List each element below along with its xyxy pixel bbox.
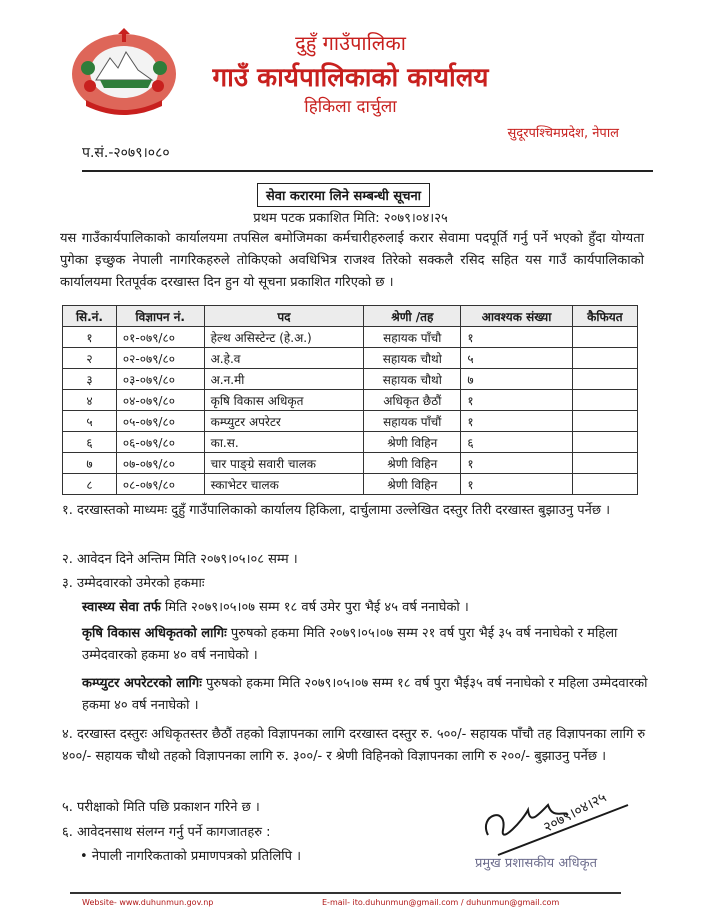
cell-count: १ [461,474,572,495]
province-name: सुदूरपश्चिमप्रदेश, नेपाल [507,126,619,141]
table-row [63,327,638,348]
rule-deadline: २. आवेदन दिने अन्तिम मिति २०७९।०५।०८ सम्म । [62,552,298,567]
cell-level: सहायक चौथो [364,369,461,390]
rule-exam-date: ५. परीक्षाको मिति पछि प्रकाशन गरिने छ । [62,800,260,815]
document-list-item-text: नेपाली नागरिकताको प्रमाणपत्रको प्रतिलिपि । [91,849,302,864]
rule-application-medium: १. दरखास्तको माध्यमः दुहुँ गाउँपालिकाको कार्यालय हिकिला, दार्चुलामा उल्लेखित दस्तुर तिरी दरखास्त बुझाउनु पर्नेछ । [62,503,611,518]
cell-sn: २ [63,348,117,369]
table-row [63,348,638,369]
cell-remarks [572,348,637,369]
rule-age-agri [62,623,666,667]
col-header-remarks: कैफियत [572,306,637,327]
footer-email: E-mail- ito.duhunmun@gmail.com / duhunmun@gmail.com [322,898,560,907]
notice-title: सेवा करारमा लिने सम्बन्धी सूचना [257,183,430,207]
cell-sn: ३ [63,369,117,390]
table-row [63,432,638,453]
cell-post: कृषि विकास अधिकृत [204,390,364,411]
footer-divider [70,892,621,894]
cell-count: १ [461,411,572,432]
cell-count: ६ [461,432,572,453]
signatory-title: प्रमुख प्रशासकीय अधिकृत [475,856,598,871]
cell-remarks [572,390,637,411]
header-divider [82,170,653,172]
vacancy-table [62,305,638,495]
cell-count: ५ [461,348,572,369]
col-header-post: पद [204,306,364,327]
cell-count: १ [461,453,572,474]
table-row [63,390,638,411]
cell-post: अ.न.मी [204,369,364,390]
cell-count: १ [461,327,572,348]
cell-ad-no: ०३-०७९/८० [116,369,204,390]
rule-age-health-text: मिति २०७९।०५।०७ सम्म १८ वर्ष उमेर पुरा भैई ४५ वर्ष ननाघेको । [160,600,469,615]
cell-count: १ [461,390,572,411]
cell-ad-no: ०१-०७९/८० [116,327,204,348]
table-header-row [63,306,638,327]
cell-ad-no: ०५-०७९/८० [116,411,204,432]
cell-post: चार पाङ्ग्रे सवारी चालक [204,453,364,474]
cell-level: सहायक पाँचौ [364,327,461,348]
cell-post: का.स. [204,432,364,453]
cell-sn: ७ [63,453,117,474]
table-row [63,453,638,474]
rule-age-heading: ३. उम्मेदवारको उमेरको हकमाः [62,576,205,591]
cell-level: श्रेणी विहिन [364,474,461,495]
cell-sn: ८ [63,474,117,495]
cell-ad-no: ०४-०७९/८० [116,390,204,411]
reference-number: प.सं.-२०७९।०८० [82,145,170,161]
col-header-level: श्रेणी /तह [364,306,461,327]
cell-level: सहायक पाँचौं [364,411,461,432]
rule-age-computer [62,673,666,717]
rule-age-agri-text: पुरुषको हकमा मिति २०७९।०५।०७ सम्म २१ वर्ष पुरा भैई ३५ वर्ष ननाघेको र महिला उम्मेदवारको हकमा ४० वर्ष ननाघेको । [82,626,618,663]
signature-date: २०७९।०४।२५ [540,789,610,836]
cell-remarks [572,453,637,474]
cell-sn: १ [63,327,117,348]
cell-post: कम्प्युटर अपरेटर [204,411,364,432]
footer-website: Website- www.duhunmun.gov.np [82,898,214,907]
office-name: गाउँ कार्यपालिकाको कार्यालय [212,63,489,93]
cell-remarks [572,411,637,432]
cell-ad-no: ०८-०७९/८० [116,474,204,495]
col-header-count: आवश्यक संख्या [461,306,572,327]
rule-age-health-label: स्वास्थ्य सेवा तर्फ [82,600,161,615]
municipality-name: दुहुँ गाउँपालिका [295,31,406,55]
rule-age-computer-text: पुरुषको हकमा मिति २०७९।०५।०७ सम्म १८ वर्ष पुरा भैई३५ वर्ष ननाघेको र महिला उम्मेदवारको हकमा ४० वर्ष ननाघेको । [82,676,648,713]
cell-post: अ.हे.व [204,348,364,369]
table-row [63,369,638,390]
cell-remarks [572,327,637,348]
notice-intro: यस गाउँकार्यपालिकाको कार्यालयमा तपसिल बमोजिमका कर्मचारीहरुलाई करार सेवामा पदपूर्ति गर्नु पर्ने भएको हुँदा योग्यता पुगेका इच्छुक नेपाली नागरिकहरुले तोकिएको अवधिभित्र राजश्व तिरेको सक्कलै रसिद सहित यस गाउँ कार्यपालिकाको कार्यालयमा रितपूर्वक दरखास्त दिन हुन यो सूचना प्रकाशित गरिएको छ । [60,231,644,290]
rule-documents: ६. आवेदनसाथ संलग्न गर्नु पर्ने कागजातहरु : [62,825,271,840]
table-row [63,411,638,432]
rule-age-computer-label: कम्प्युटर अपरेटरको लागिः [82,676,202,691]
cell-post: स्काभेटर चालक [204,474,364,495]
cell-post: हेल्थ असिस्टेन्ट (हे.अ.) [204,327,364,348]
cell-remarks [572,369,637,390]
table-row [63,474,638,495]
office-address: हिकिला दार्चुला [304,97,397,117]
document-list-item: • नेपाली नागरिकताको प्रमाणपत्रको प्रतिलिपि । [80,849,302,864]
cell-sn: ५ [63,411,117,432]
cell-count: ७ [461,369,572,390]
cell-remarks [572,474,637,495]
cell-ad-no: ०७-०७९/८० [116,453,204,474]
rule-fee: ४. दरखास्त दस्तुरः अधिकृतस्तर छैठौं तहको विज्ञापनका लागि दरखास्त दस्तुर रु. ५००/- सहायक पाँचौ तह विज्ञापनका लागि रु ४००/- सहायक चौथो तहको विज्ञापनका लागि रु. ३००/- र श्रेणी विहिनको विज्ञापनका लागि रु २००/- बुझाउनु पर्नेछ । [62,727,646,764]
cell-ad-no: ०६-०७९/८० [116,432,204,453]
cell-level: सहायक चौथो [364,348,461,369]
col-header-sn: सि.नं. [63,306,117,327]
cell-level: अधिकृत छैठौं [364,390,461,411]
rule-age-agri-label: कृषि विकास अधिकृतको लागिः [82,626,227,641]
cell-level: श्रेणी विहिन [364,432,461,453]
cell-sn: ४ [63,390,117,411]
cell-remarks [572,432,637,453]
cell-ad-no: ०२-०७९/८० [116,348,204,369]
col-header-ad-no: विज्ञापन नं. [116,306,204,327]
cell-sn: ६ [63,432,117,453]
rule-age-health [62,597,666,619]
publish-date: प्रथम पटक प्रकाशित मिति: २०७९।०४।२५ [253,211,448,226]
cell-level: श्रेणी विहिन [364,453,461,474]
